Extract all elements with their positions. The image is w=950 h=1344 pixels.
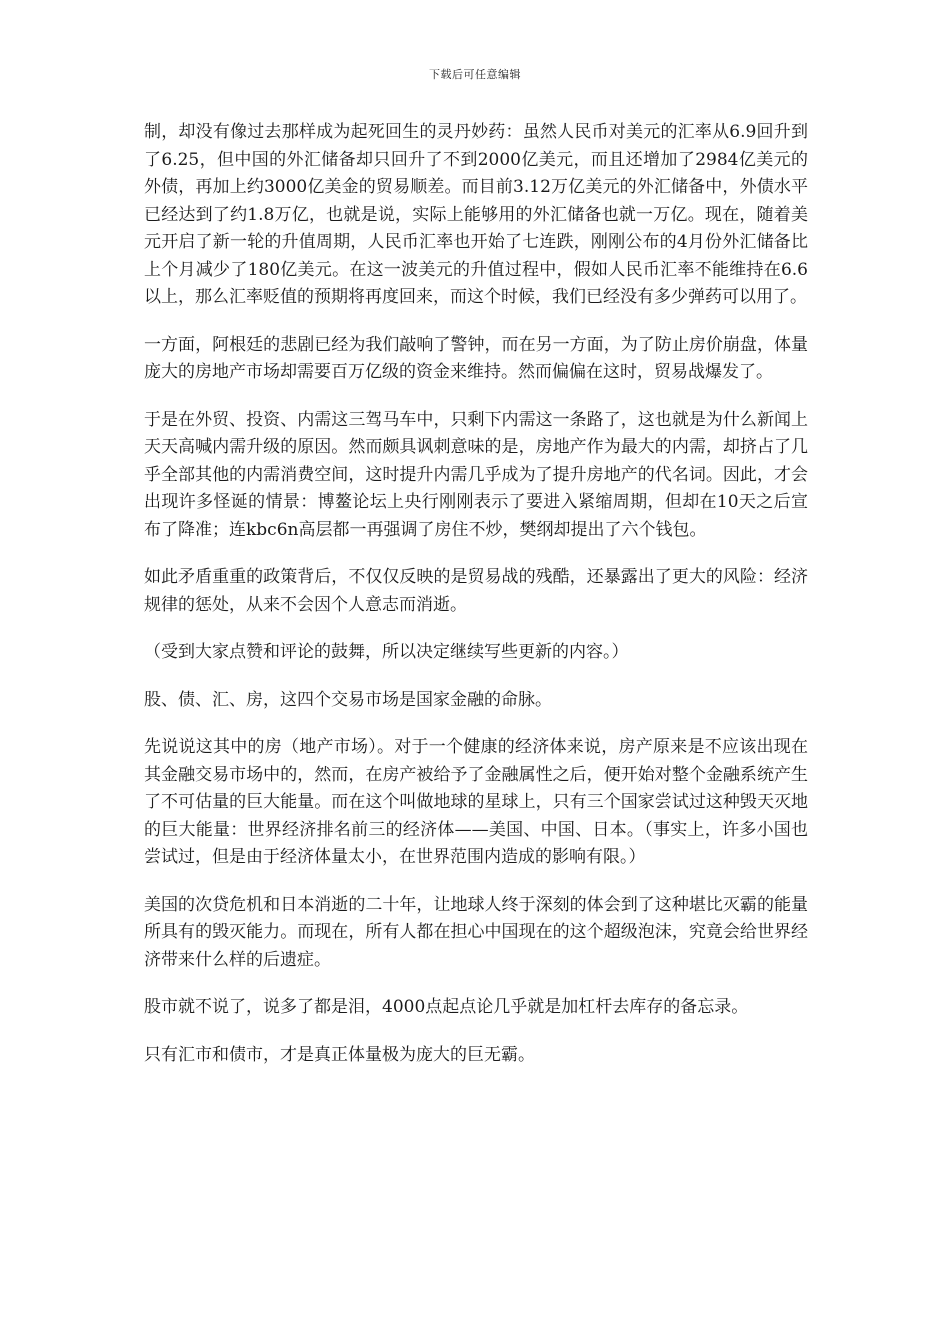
document-body [144, 119, 808, 1089]
paragraph: 如此矛盾重重的政策背后，不仅仅反映的是贸易战的残酷，还暴露出了更大的风险：经济规律的惩处，从来不会因个人意志而消逝。 [144, 567, 808, 615]
header-note: 下载后可任意编辑 [429, 68, 521, 81]
paragraph: 于是在外贸、投资、内需这三驾马车中，只剩下内需这一条路了，这也就是为什么新闻上天天高喊内需升级的原因。然而颇具讽刺意味的是，房地产作为最大的内需，却挤占了几乎全部其他的内需消费空间，这时提升内需几乎成为了提升房地产的代名词。因此，才会出现许多怪诞的情景：博鳌论坛上央行刚刚表示了要进入紧缩周期，但却在10天之后宣布了降准；连kbc6n高层都一再强调了房住不炒，樊纲却提出了六个钱包。 [144, 409, 808, 540]
paragraph: 一方面，阿根廷的悲剧已经为我们敲响了警钟，而在另一方面，为了防止房价崩盘，体量庞大的房地产市场却需要百万亿级的资金来维持。然而偏偏在这时，贸易战爆发了。 [144, 334, 808, 382]
paragraph: 只有汇市和债市，才是真正体量极为庞大的巨无霸。 [144, 1044, 535, 1065]
paragraph: 先说说这其中的房（地产市场）。对于一个健康的经济体来说，房产原来是不应该出现在其金融交易市场中的，然而，在房产被给予了金融属性之后，便开始对整个金融系统产生了不可估量的巨大能量。而在这个叫做地球的星球上，只有三个国家尝试过这种毁天灭地的巨大能量：世界经济排名前三的经济体——美国、中国、日本。（事实上，许多小国也尝试过，但是由于经济体量太小，在世界范围内造成的影响有限。） [144, 737, 808, 867]
paragraph: 美国的次贷危机和日本消逝的二十年，让地球人终于深刻的体会到了这种堪比灭霸的能量所具有的毁灭能力。而现在，所有人都在担心中国现在的这个超级泡沫，究竟会给世界经济带来什么样的后遗症。 [144, 894, 808, 970]
paragraph: 制，却没有像过去那样成为起死回生的灵丹妙药：虽然人民币对美元的汇率从6.9回升到了6.25，但中国的外汇储备却只回升了不到2000亿美元，而且还增加了2984亿美元的外债，再加上约3000亿美金的贸易顺差。而目前3.12万亿美元的外汇储备中，外债水平已经达到了约1.8万亿，也就是说，实际上能够用的外汇储备也就一万亿。现在，随着美元开启了新一轮的升值周期，人民币汇率也开始了七连跌，刚刚公布的4月份外汇储备比上个月减少了180亿美元。在这一波美元的升值过程中，假如人民币汇率不能维持在6.6以上，那么汇率贬值的预期将再度回来，而这个时候，我们已经没有多少弹药可以用了。 [144, 122, 808, 307]
paragraph: 股、债、汇、房，这四个交易市场是国家金融的命脉。 [144, 689, 552, 710]
paragraph: （受到大家点赞和评论的鼓舞，所以决定继续写些更新的内容。） [144, 642, 629, 662]
paragraph: 股市就不说了，说多了都是泪，4000点起点论几乎就是加杠杆去库存的备忘录。 [144, 997, 749, 1017]
